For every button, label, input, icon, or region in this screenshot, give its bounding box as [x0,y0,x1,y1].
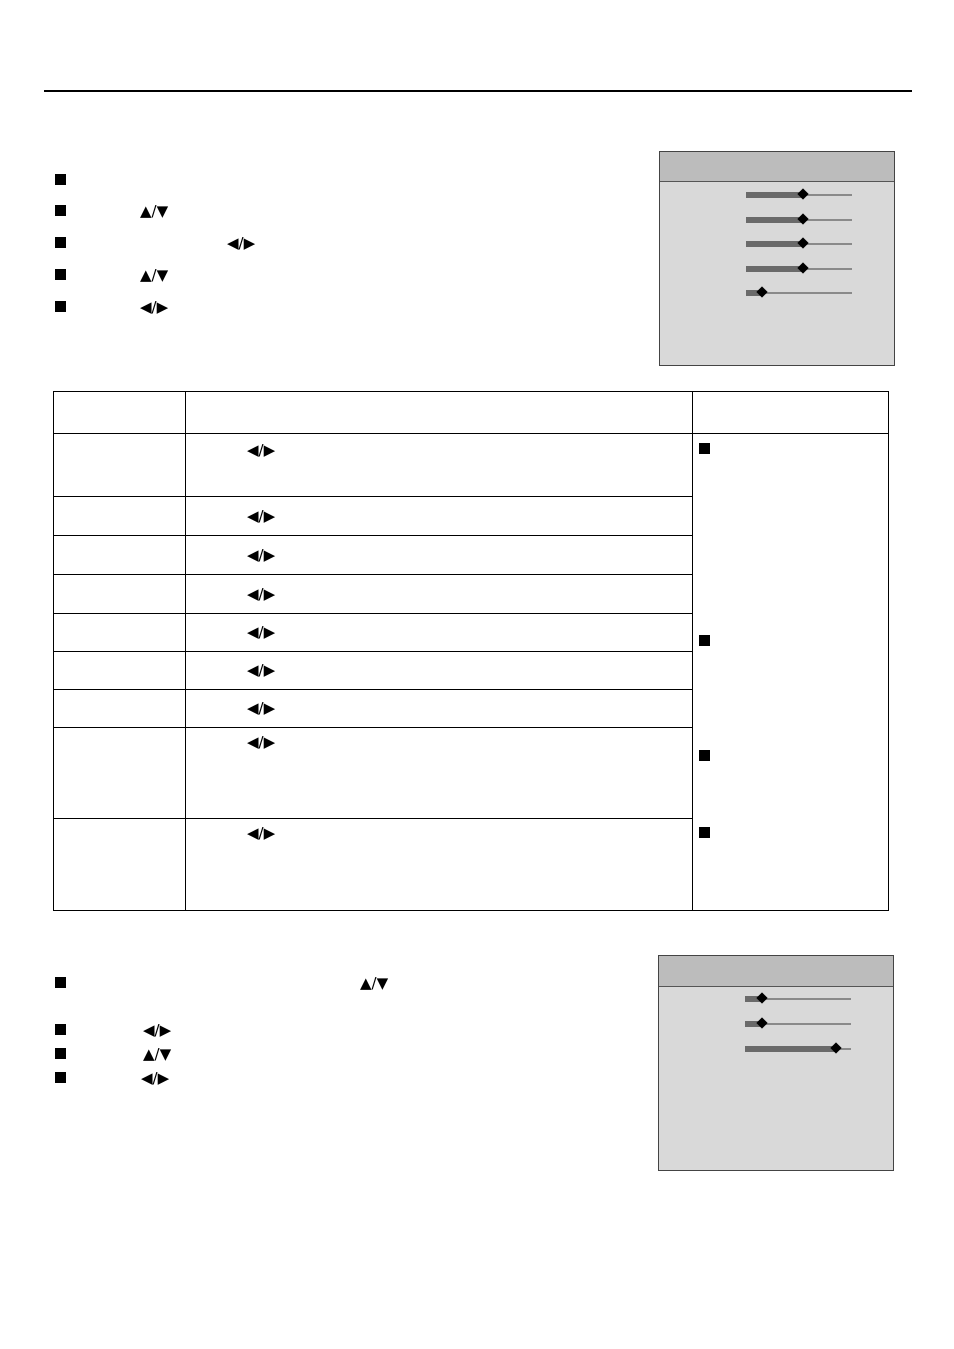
osd-slider[interactable] [745,996,851,1002]
table-cell-operation [186,575,693,614]
bullet-icon [55,205,66,216]
left-right-arrows-icon: ◀/▶ [247,733,276,751]
left-right-arrows-icon: ◀/▶ [227,234,256,252]
left-right-arrows-icon: ◀/▶ [247,546,276,564]
left-right-arrows-icon: ◀/▶ [247,441,276,459]
table-cell-item [54,819,186,911]
table-cell-operation [186,819,693,911]
adjustment-table [53,391,889,911]
bullet-icon [699,750,710,761]
table-cell-operation [186,497,693,536]
table-cell-operation [186,690,693,728]
bullet-icon [55,1072,66,1083]
table-cell-operation [186,652,693,690]
instruction-step-3 [55,233,615,253]
left-right-arrows-icon: ◀/▶ [247,585,276,603]
table-cell-item [54,614,186,652]
up-down-arrows-icon: ▲/▼ [143,1045,172,1063]
instruction-step-4b [55,1068,615,1088]
slider-fill [745,1046,836,1052]
left-right-arrows-icon: ◀/▶ [143,1021,172,1039]
table-cell-item [54,497,186,536]
left-right-arrows-icon: ◀/▶ [247,699,276,717]
left-right-arrows-icon: ◀/▶ [247,661,276,679]
table-cell-item [54,690,186,728]
left-right-arrows-icon: ◀/▶ [141,1069,170,1087]
table-cell-item [54,652,186,690]
table-cell-operation [186,536,693,575]
up-down-arrows-icon: ▲/▼ [140,266,169,284]
slider-fill [746,217,803,223]
bullet-icon [55,269,66,280]
osd-slider[interactable] [746,241,852,247]
slider-fill [746,266,803,272]
left-right-arrows-icon: ◀/▶ [247,623,276,641]
table-cell-notes [693,434,889,911]
osd-slider[interactable] [746,290,852,296]
table-header-row [54,392,889,434]
table-header-cell [54,392,186,434]
header-rule [44,90,912,92]
slider-fill [746,241,803,247]
osd-slider[interactable] [746,217,852,223]
table-row [54,434,889,497]
osd-slider[interactable] [746,266,852,272]
bullet-icon [55,174,66,185]
bullet-icon [699,827,710,838]
osd-header [660,152,894,182]
osd-slider[interactable] [746,192,852,198]
up-down-arrows-icon: ▲/▼ [140,202,169,220]
bullet-icon [55,1024,66,1035]
instruction-step-4 [55,265,615,285]
instruction-step-1 [55,170,615,190]
sound-menu-osd [658,955,894,1171]
table-cell-item [54,575,186,614]
left-right-arrows-icon: ◀/▶ [247,824,276,842]
osd-slider[interactable] [745,1021,851,1027]
slider-fill [746,192,803,198]
left-right-arrows-icon: ◀/▶ [247,507,276,525]
left-right-arrows-icon: ◀/▶ [140,298,169,316]
bullet-icon [699,635,710,646]
osd-header [659,956,893,987]
table-cell-operation [186,434,693,497]
bullet-icon [699,443,710,454]
instruction-step-2 [55,201,615,221]
picture-menu-osd [659,151,895,366]
instruction-step-1b [55,973,615,993]
table-cell-item [54,434,186,497]
bullet-icon [55,977,66,988]
osd-slider[interactable] [745,1046,851,1052]
instruction-step-2b [55,1020,615,1040]
bullet-icon [55,1048,66,1059]
bullet-icon [55,301,66,312]
table-header-cell [693,392,889,434]
instruction-step-3b [55,1044,615,1064]
table-cell-operation [186,614,693,652]
table-cell-item [54,536,186,575]
up-down-arrows-icon: ▲/▼ [360,974,389,992]
table-cell-operation [186,728,693,819]
instruction-step-5 [55,297,615,317]
table-header-cell [186,392,693,434]
table-cell-item [54,728,186,819]
bullet-icon [55,237,66,248]
